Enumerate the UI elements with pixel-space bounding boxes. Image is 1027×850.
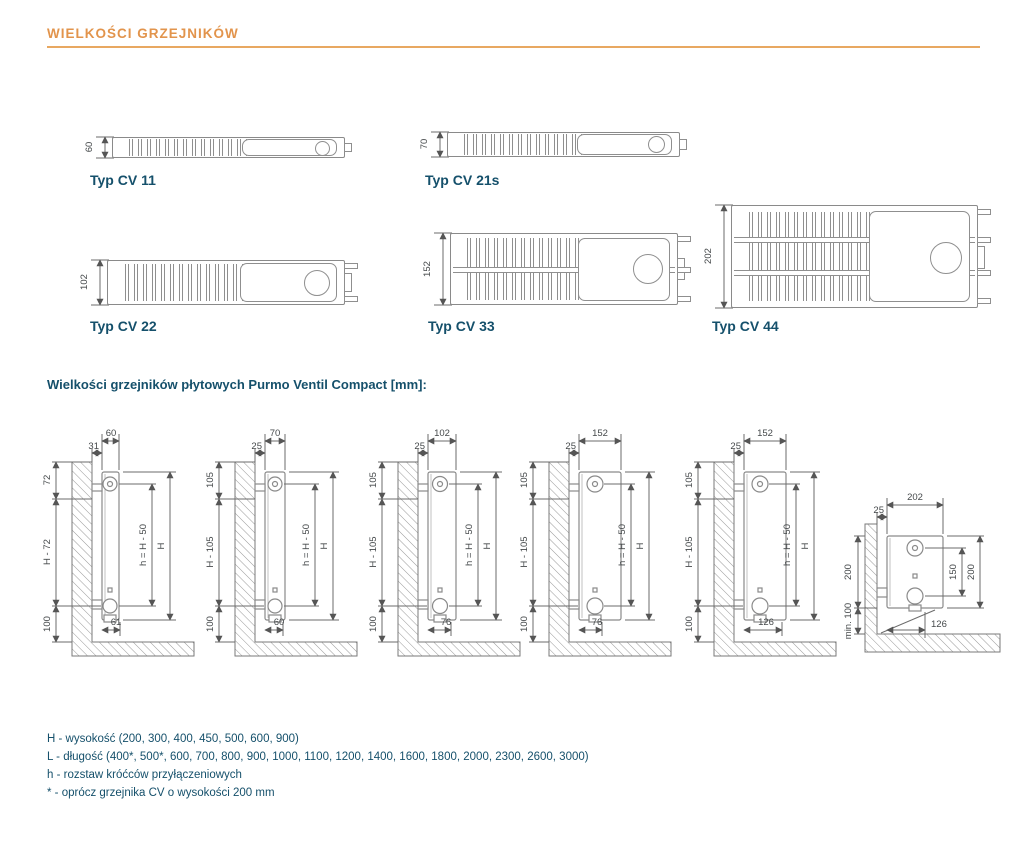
xs3-height: H [482,542,493,550]
legend-footnote: * - oprócz grzejnika CV o wysokości 200 mm [47,787,275,799]
xs2-dim-top: 105 [205,472,216,488]
xs3-dim-bottom: 100 [368,616,379,632]
xs1-bottom-offset: 61 [110,617,122,628]
cv21s-type-label: Typ CV 21s [425,172,500,188]
xs5-dim-bottom: 100 [684,616,695,632]
xs6-pipe-spacing: 150 [948,564,959,580]
cv22-depth-label: 102 [79,274,90,290]
cv22-top-view [107,260,345,305]
radiator-side-view [734,472,786,622]
cv44-pipe-stub-1 [977,209,991,215]
cv44-depth-dimension [703,197,733,316]
xs1-dim-bottom: 100 [42,616,53,632]
cv33-pipe-stub-middle [677,267,691,273]
xs2-depth: 70 [269,428,281,439]
xs5-dim-top: 105 [684,472,695,488]
title-underline [47,46,980,48]
xs6-wall-offset: 25 [873,505,884,516]
xs4-dim-middle: H - 105 [519,536,530,568]
cv11-side-tab [344,143,352,151]
cv21s-top-view [447,132,680,157]
cv22-side-tab [344,273,352,292]
cross-section-cv33-alt [684,424,844,682]
xs2-wall-offset: 25 [251,441,262,452]
radiator-side-view [569,472,621,622]
cv21s-depth-dimension [419,124,449,165]
cv33-pipe-stub-top [677,236,691,242]
xs2-bottom-offset: 60 [273,617,285,628]
xs1-dim-middle: H - 72 [42,539,53,565]
radiator-side-view [418,472,456,622]
wall-and-floor [398,462,520,656]
xs3-dim-top: 105 [368,472,379,488]
cv44-type-label: Typ CV 44 [712,318,779,334]
radiator-side-view [255,472,285,622]
xs3-pipe-spacing: h = H - 50 [464,524,475,566]
xs2-dim-bottom: 100 [205,616,216,632]
xs4-bottom-offset: 76 [591,617,603,628]
xs5-pipe-spacing: h = H - 50 [782,524,793,566]
radiator-side-view [92,472,119,622]
xs2-pipe-spacing: h = H - 50 [301,524,312,566]
xs1-depth: 60 [105,428,117,439]
cv44-pipe-stub-4 [977,298,991,304]
cross-section-cv11 [42,424,202,682]
xs4-dim-bottom: 100 [519,616,530,632]
wall-and-floor [72,462,194,656]
xs5-dim-middle: H - 105 [684,536,695,568]
xs5-depth: 152 [757,428,773,439]
cv33-top-view [450,233,678,305]
xs3-dim-middle: H - 105 [368,536,379,568]
xs4-wall-offset: 25 [565,441,576,452]
xs4-depth: 152 [592,428,608,439]
xs6-bottom-offset: 126 [931,619,947,630]
xs4-dim-top: 105 [519,472,530,488]
cv44-top-view [731,205,978,308]
xs2-height: H [319,542,330,550]
xs1-height: H [156,542,167,550]
xs3-depth: 102 [434,428,450,439]
legend-length: L - długość (400*, 500*, 600, 700, 800, 900, 1000, 1100, 1200, 1400, 1600, 1800, 2000, 2300, 2600, 3000) [47,751,589,763]
cv11-top-view [112,137,345,158]
xs6-height-right: 200 [966,564,977,580]
legend-pipe-spacing: h - rozstaw króćców przyłączeniowych [47,769,242,781]
cv11-depth-label: 60 [84,141,95,153]
cv21s-side-tab [679,139,687,149]
cv22-pipe-stub-top [344,263,358,269]
cv44-side-tab [977,246,985,268]
page-title: WIELKOŚCI GRZEJNIKÓW [47,26,239,41]
cv22-type-label: Typ CV 22 [90,318,157,334]
section-heading: Wielkości grzejników płytowych Purmo Ventil Compact [mm]: [47,377,427,392]
corner-section-cv44 [835,424,1017,682]
cv44-pipe-stub-3 [977,270,991,276]
cv21s-depth-label: 70 [419,138,430,150]
xs6-height-left: 200 [843,564,854,580]
xs5-bottom-offset: 126 [758,617,774,628]
xs4-pipe-spacing: h = H - 50 [617,524,628,566]
cv33-depth-label: 152 [422,261,433,277]
xs3-wall-offset: 25 [414,441,425,452]
cv44-pipe-stub-2 [977,237,991,243]
cv11-depth-dimension [84,129,114,166]
xs1-wall-offset: 31 [88,441,99,452]
xs5-wall-offset: 25 [730,441,741,452]
cross-section-cv33 [519,424,679,682]
cv22-pipe-stub-bottom [344,296,358,302]
cv33-depth-dimension [422,225,452,313]
xs1-pipe-spacing: h = H - 50 [138,524,149,566]
cv33-plug-icon [633,254,663,284]
xs2-dim-middle: H - 105 [205,536,216,568]
cv44-depth-label: 202 [703,248,714,264]
cv33-type-label: Typ CV 33 [428,318,495,334]
legend-height: H - wysokość (200, 300, 400, 450, 500, 600, 900) [47,733,299,745]
cv11-plug-icon [315,141,330,156]
cross-section-cv21s [205,424,365,682]
xs6-floor-clearance: min. 100 [843,602,854,640]
wall-and-floor [235,462,357,656]
xs1-dim-top: 72 [42,474,53,486]
cv22-depth-dimension [79,252,109,313]
cv33-pipe-stub-bottom [677,296,691,302]
xs3-bottom-offset: 76 [440,617,452,628]
xs6-depth: 202 [907,492,923,503]
xs5-height: H [800,542,811,550]
xs4-height: H [635,542,646,550]
cross-section-cv22 [368,424,528,682]
cv11-type-label: Typ CV 11 [90,172,156,188]
